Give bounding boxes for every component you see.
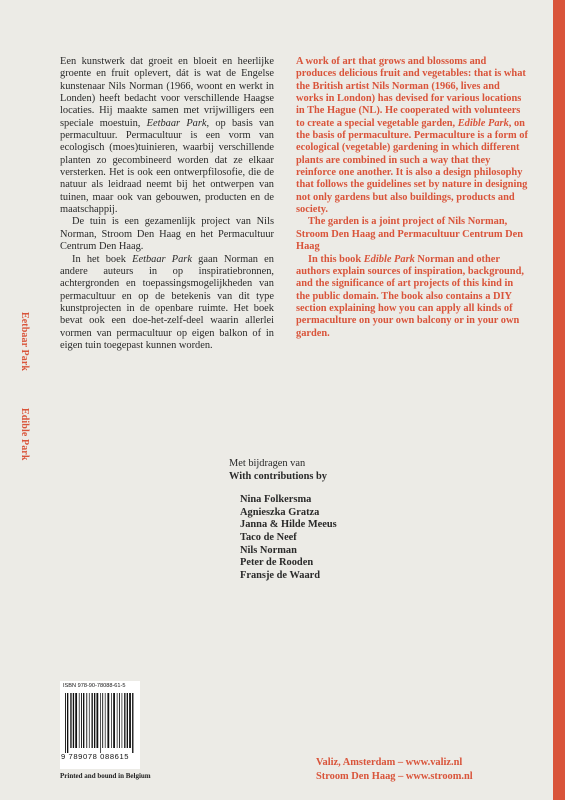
contributor-name: Janna & Hilde Meeus xyxy=(240,519,337,531)
contributors-intro-en: With contributions by xyxy=(229,470,327,482)
barcode-bar xyxy=(91,693,92,748)
contributors-block xyxy=(229,458,429,582)
contributors-list xyxy=(229,494,429,582)
barcode-bar xyxy=(75,693,77,748)
barcode-bar xyxy=(100,693,101,753)
barcode-bar xyxy=(107,693,109,748)
spine-edge xyxy=(553,0,565,800)
barcode-bar xyxy=(132,693,133,753)
barcode-bar xyxy=(96,693,98,748)
barcode-bar xyxy=(86,693,87,748)
english-book-title: Edible Park xyxy=(457,117,509,129)
contributor-name: Nina Folkersma xyxy=(240,494,312,506)
barcode-bar xyxy=(127,693,128,748)
barcode-bar xyxy=(113,693,115,748)
contributors-intro-nl: Met bijdragen van xyxy=(229,458,306,469)
barcode-bar xyxy=(129,693,131,748)
english-paragraph-1: A work of art that grows and blossoms and produces delicious fruit and vegetables: that is what the British artist Nils Norman (1966, lives and works in London) has devised for various locations in The Hague (NL). He cooperated with volunteers to create a special vegetable garden, Edible Park, on the basis of permaculture. Permaculture is a form of ecological (vegetable) gardening in which different plants are combined in such a way that they reinforce one another. It is also a design philosophy that follows the guidelines set by nature in designing not only gardens but also buildings, products and society. xyxy=(296,56,528,216)
english-paragraph-3: In this book Edible Park Norman and other authors explain sources of inspiration, background, and the significance of art projects of this kind in the public domain. The book also contains a DIY section explaining how you can apply all kinds of permaculture on your own balcony or in your own garden. xyxy=(296,253,524,339)
english-book-title: Edible Park xyxy=(363,253,415,265)
barcode-bar xyxy=(65,693,66,753)
english-paragraph-2: The garden is a joint project of Nils Norman, Stroom Den Haag and Permacultuur Centrum Den Haag xyxy=(296,216,524,253)
contributor-name: Fransje de Waard xyxy=(240,569,321,581)
printed-in-note: Printed and bound in Belgium xyxy=(60,772,151,780)
dutch-paragraph-3: In het boek Eetbaar Park gaan Norman en andere auteurs in op inspiratiebronnen, achtergronden en toepassingsmogelijkheden van permacultuur en op de betekenis van dit type kunstprojecten in de openbare ruimte. Het boek bevat ook een doe-het-zelf-deel waarin allerlei vormen van permacultuur op eigen balkon of in eigen tuin toegepast kunnen worden. xyxy=(60,253,274,351)
publisher-stroom: Stroom Den Haag – www.stroom.nl xyxy=(316,771,473,782)
publishers-block xyxy=(316,756,473,784)
spine-title-nl: Eetbaar Park xyxy=(19,312,30,372)
contributor-name: Agnieszka Gratza xyxy=(240,506,320,518)
barcode-bars xyxy=(65,693,135,753)
barcode-bar xyxy=(94,693,95,748)
barcode-bar xyxy=(67,693,68,753)
dutch-book-title: Eetbaar Park xyxy=(132,253,192,265)
dutch-paragraph-2: De tuin is een gezamenlijk project van Nils Norman, Stroom Den Haag en het Permacultuur Centrum Den Haag. xyxy=(60,216,274,253)
barcode-bar xyxy=(73,693,74,748)
barcode-bar xyxy=(83,693,84,748)
barcode-digits: 9 789078 088615 xyxy=(61,752,130,761)
isbn-number: ISBN 978-90-78088-61-5 xyxy=(63,683,126,689)
contributor-name: Peter de Rooden xyxy=(240,557,314,569)
barcode-bar xyxy=(70,693,71,748)
contributor-name: Nils Norman xyxy=(240,544,297,556)
barcode-bar xyxy=(111,693,112,748)
spine-title-en: Edible Park xyxy=(19,408,30,461)
barcode-bar xyxy=(105,693,106,748)
dutch-book-title: Eetbaar Park xyxy=(146,117,207,129)
publisher-valiz: Valiz, Amsterdam – www.valiz.nl xyxy=(316,757,463,768)
dutch-paragraph-1: Een kunstwerk dat groeit en bloeit en heerlijke groente en fruit oplevert, dát is wat de Engelse kunstenaar Nils Norman (1966, woont en werkt in Londen) heeft bedacht voor verschillende Haagse locaties. Hij maakte samen met vrijwilligers een speciale moestuin, Eetbaar Park, op basis van permacultuur. Permacultuur is een vorm van ecologisch (moes)tuinieren, waarbij verschillende planten zo gecombineerd worden dat ze elkaar versterken. Het is ook een ontwerpfilosofie, die de natuur als leidraad neemt bij het ontwerpen van tuinen, maar ook van gebouwen, producten en de maatschappij. xyxy=(60,56,274,216)
contributor-name: Taco de Neef xyxy=(240,531,297,543)
dutch-description xyxy=(60,56,274,352)
barcode-bar xyxy=(102,693,103,748)
barcode-bar xyxy=(119,693,120,748)
english-description xyxy=(296,56,528,340)
barcode-bar xyxy=(124,693,125,748)
barcode-bar xyxy=(122,693,123,748)
barcode-bar xyxy=(89,693,90,748)
barcode-bar xyxy=(81,693,82,748)
isbn-barcode xyxy=(60,681,140,769)
barcode-bar xyxy=(79,693,80,748)
barcode-bar xyxy=(117,693,118,748)
